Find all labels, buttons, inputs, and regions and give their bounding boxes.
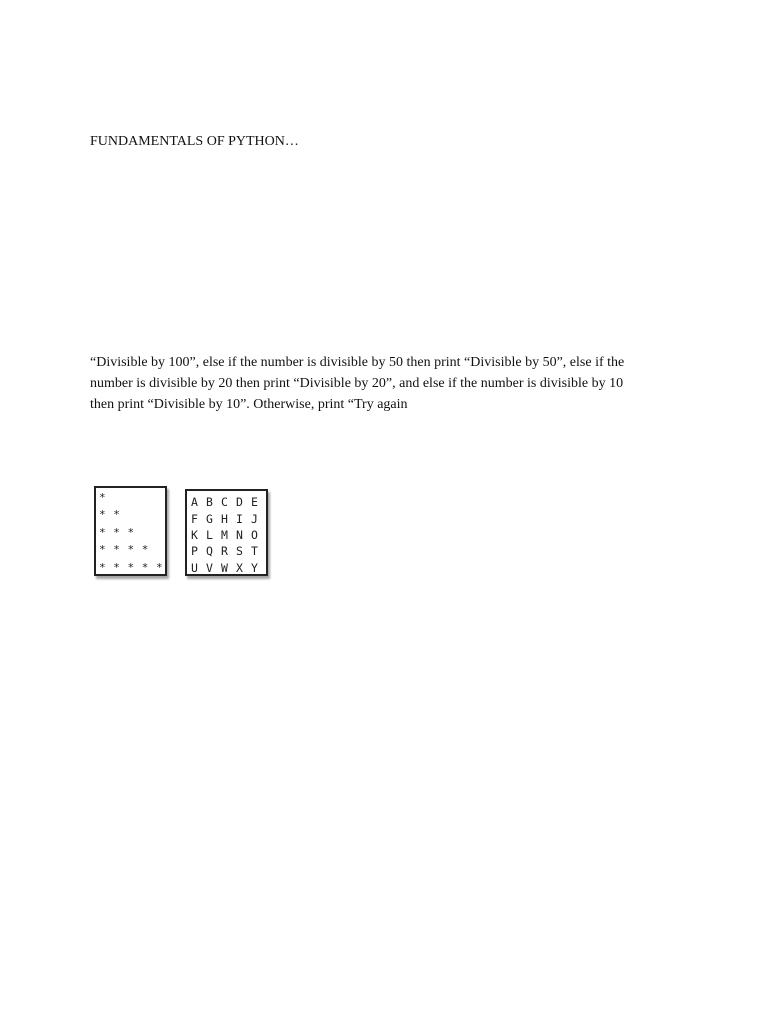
letter-cell: U — [191, 560, 198, 575]
paragraph-line: then print “Divisible by 10”. Otherwise, print “Try again — [90, 397, 408, 412]
letter-row — [191, 527, 266, 543]
document-heading: FUNDAMENTALS OF PYTHON… — [90, 134, 299, 149]
letter-row — [191, 494, 266, 510]
letter-row — [191, 510, 266, 526]
letter-cell: Y — [251, 560, 258, 575]
star-row: * * * — [99, 525, 135, 539]
letter-cell: M — [221, 527, 228, 542]
paragraph-line: “Divisible by 100”, else if the number is divisible by 50 then print “Divisible by 50”, else if the — [90, 355, 625, 370]
star-row: * * — [99, 508, 121, 522]
star-row: * * * * — [99, 543, 149, 557]
letter-cell: D — [236, 495, 243, 510]
letter-cell: R — [221, 544, 228, 559]
letter-cell: C — [221, 495, 228, 510]
letter-row — [191, 560, 266, 576]
star-row: * — [99, 491, 107, 504]
letter-cell: X — [236, 560, 243, 575]
letter-cell: E — [251, 495, 258, 510]
letter-cell: B — [206, 495, 213, 510]
letter-cell: V — [206, 560, 213, 575]
letter-cell: H — [221, 511, 228, 526]
letter-cell: F — [191, 511, 198, 526]
letter-cell: Q — [206, 544, 213, 559]
body-paragraph — [90, 352, 680, 415]
letter-cell: L — [206, 527, 213, 542]
letter-cell: S — [236, 544, 243, 559]
letter-cell: W — [221, 560, 228, 575]
star-pattern-figure — [94, 486, 167, 576]
letter-cell: J — [251, 511, 258, 526]
letter-cell: G — [206, 511, 213, 526]
paragraph-line: number is divisible by 20 then print “Divisible by 20”, and else if the number is divisible by 10 — [90, 376, 624, 391]
letter-grid-figure — [185, 489, 268, 576]
letter-row — [191, 543, 266, 559]
letter-cell: O — [251, 527, 258, 542]
letter-cell: I — [236, 511, 243, 526]
letter-cell: N — [236, 527, 243, 542]
letter-cell: P — [191, 544, 198, 559]
letter-cell: T — [251, 544, 258, 559]
letter-cell: K — [191, 527, 198, 542]
letter-cell: A — [191, 495, 198, 510]
star-row: * * * * * — [99, 560, 164, 574]
